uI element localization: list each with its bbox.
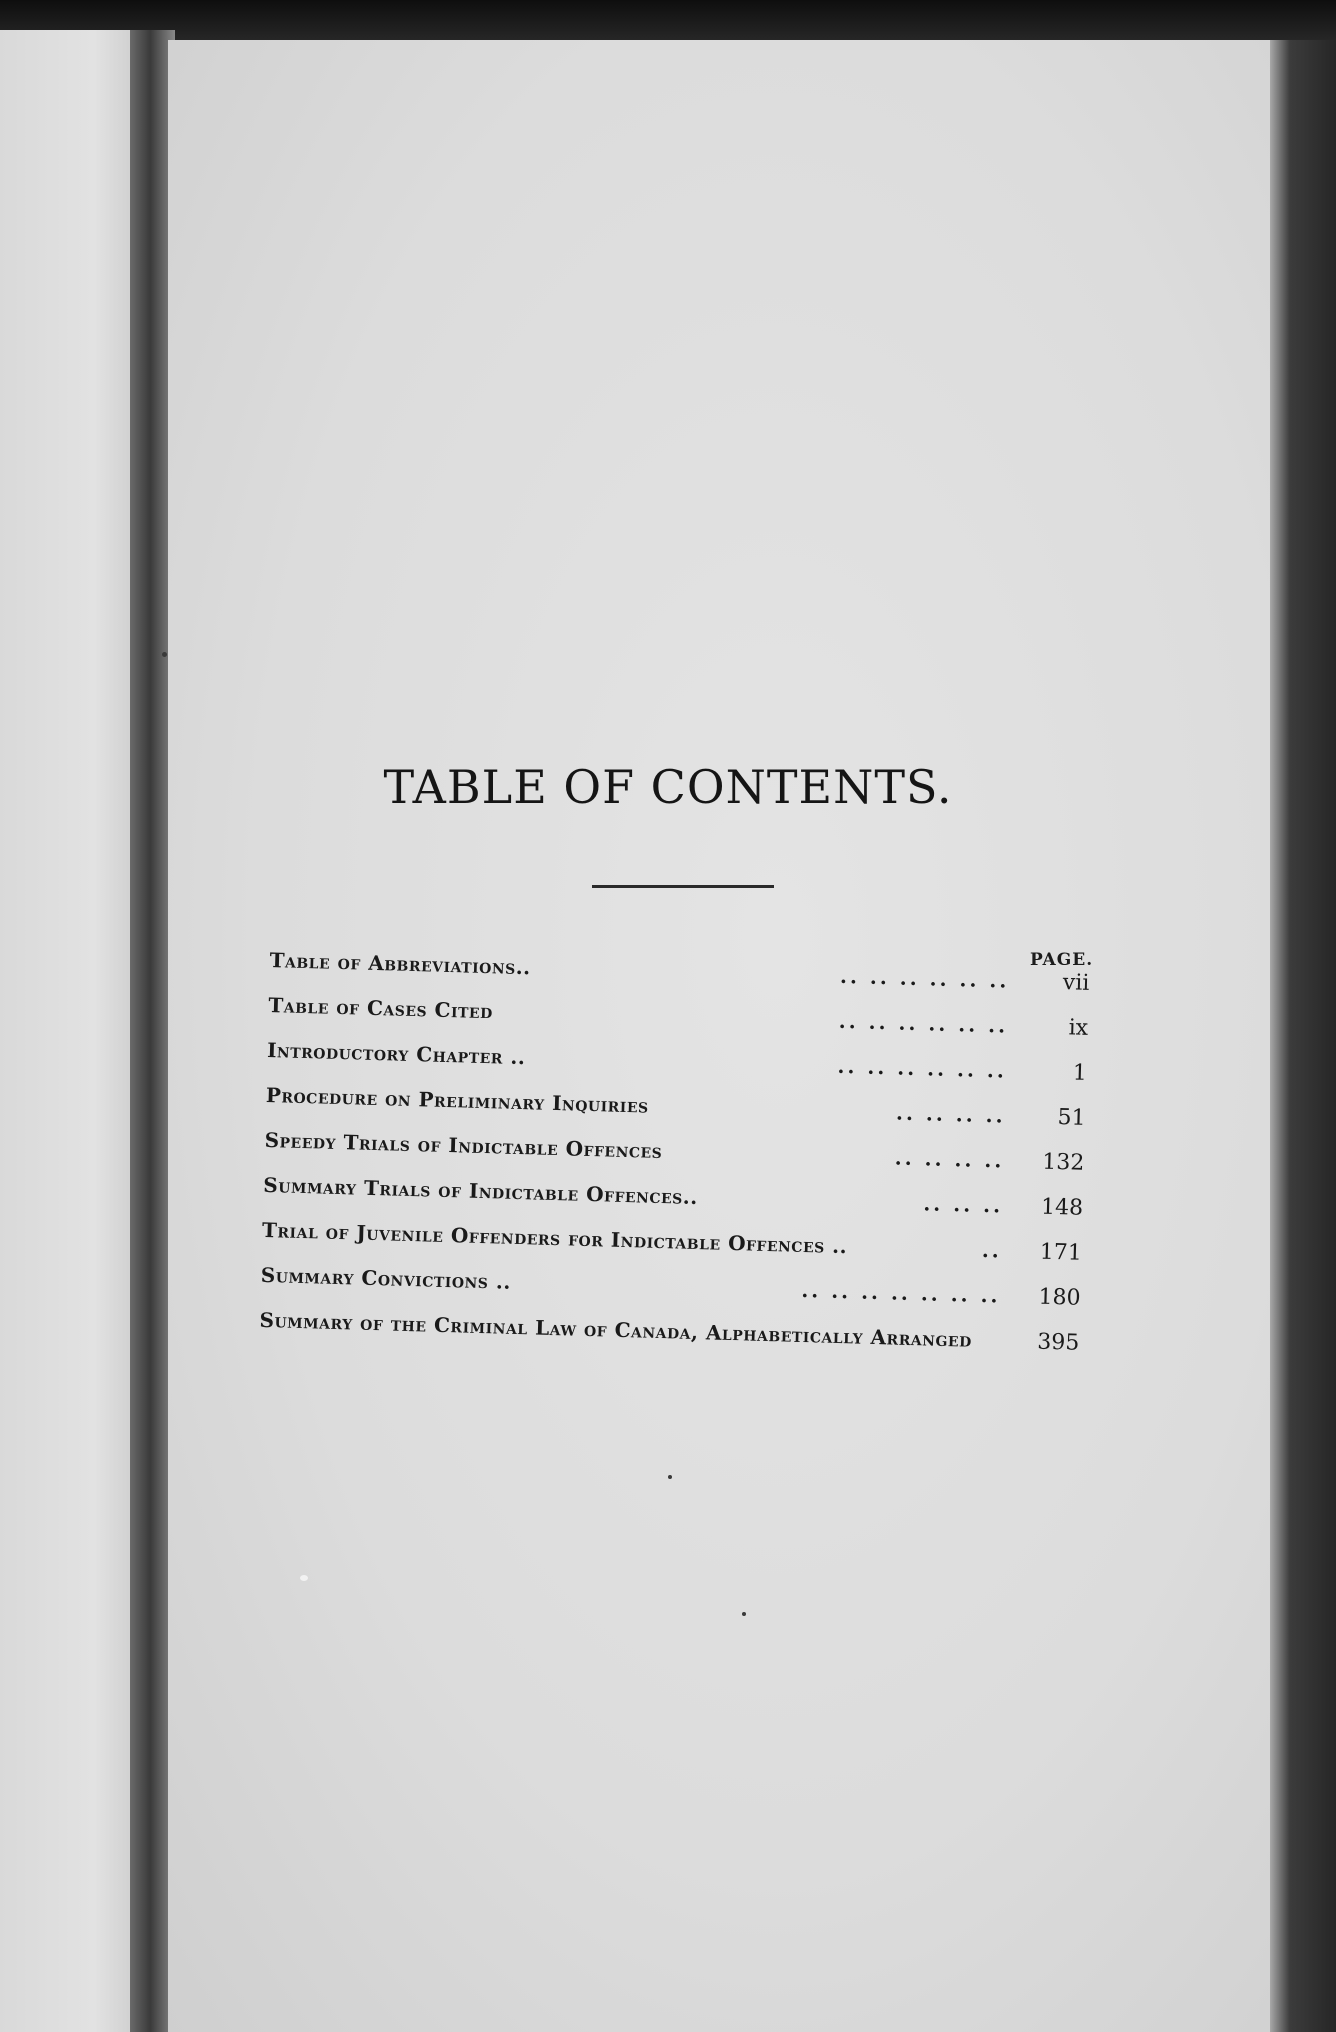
toc-leader-dots: .. .. .. ..	[895, 1100, 1006, 1128]
dust-speck	[300, 1575, 308, 1581]
toc-entry-title: Trial of Juvenile Offenders for Indictable Offences ..	[261, 1217, 848, 1259]
toc-leader-dots: .. .. ..	[923, 1191, 1004, 1218]
toc-entry-title: Speedy Trials of Indictable Offences	[264, 1127, 663, 1164]
toc-entry-title: Summary Trials of Indictable Offences..	[263, 1172, 699, 1210]
toc-entry-title: Table of Abbreviations..	[269, 948, 532, 980]
toc-entry-page: 51	[1057, 1105, 1086, 1131]
toc-leader-dots: ..	[981, 1238, 1003, 1263]
toc-entry-page: 395	[1036, 1329, 1080, 1356]
toc-leader-dots: .. .. .. .. .. ..	[839, 963, 1010, 993]
toc-entry-page: 171	[1039, 1239, 1083, 1266]
toc-entry-title: Summary of the Criminal Law of Canada, Alphabetically Arranged	[259, 1307, 973, 1352]
toc-entry-page: 1	[1072, 1060, 1088, 1086]
page-column-header: PAGE.	[1030, 950, 1094, 970]
toc-entry-title: Procedure on Preliminary Inquiries	[265, 1082, 650, 1118]
title-divider	[592, 885, 774, 888]
toc-entry-title: Introductory Chapter ..	[266, 1037, 526, 1070]
page-title: TABLE OF CONTENTS.	[383, 760, 953, 814]
toc-entry-page: 180	[1038, 1284, 1081, 1311]
toc-entry-page: 132	[1041, 1149, 1085, 1176]
toc-leader-dots: .. .. .. .. .. ..	[837, 1053, 1008, 1083]
right-page-stack	[1270, 40, 1336, 2032]
toc-entry-page: 148	[1040, 1194, 1084, 1221]
toc-leader-dots: .. .. .. .. .. ..	[838, 1008, 1009, 1038]
scan-top-border	[0, 0, 1336, 40]
toc-leader-dots: .. .. .. ..	[894, 1145, 1005, 1173]
toc-entry-title: Summary Convictions ..	[260, 1262, 512, 1294]
toc-entry-title: Table of Cases Cited	[268, 992, 494, 1024]
toc-entry-page: vii	[1062, 970, 1090, 996]
left-page-edge	[0, 30, 135, 2032]
table-of-contents	[259, 948, 1090, 1376]
toc-entry-page: ix	[1068, 1015, 1089, 1041]
dust-speck	[742, 1612, 746, 1616]
toc-leader-dots: .. .. .. .. .. .. ..	[801, 1277, 1001, 1308]
dust-speck	[668, 1475, 672, 1479]
dust-speck	[162, 652, 167, 657]
